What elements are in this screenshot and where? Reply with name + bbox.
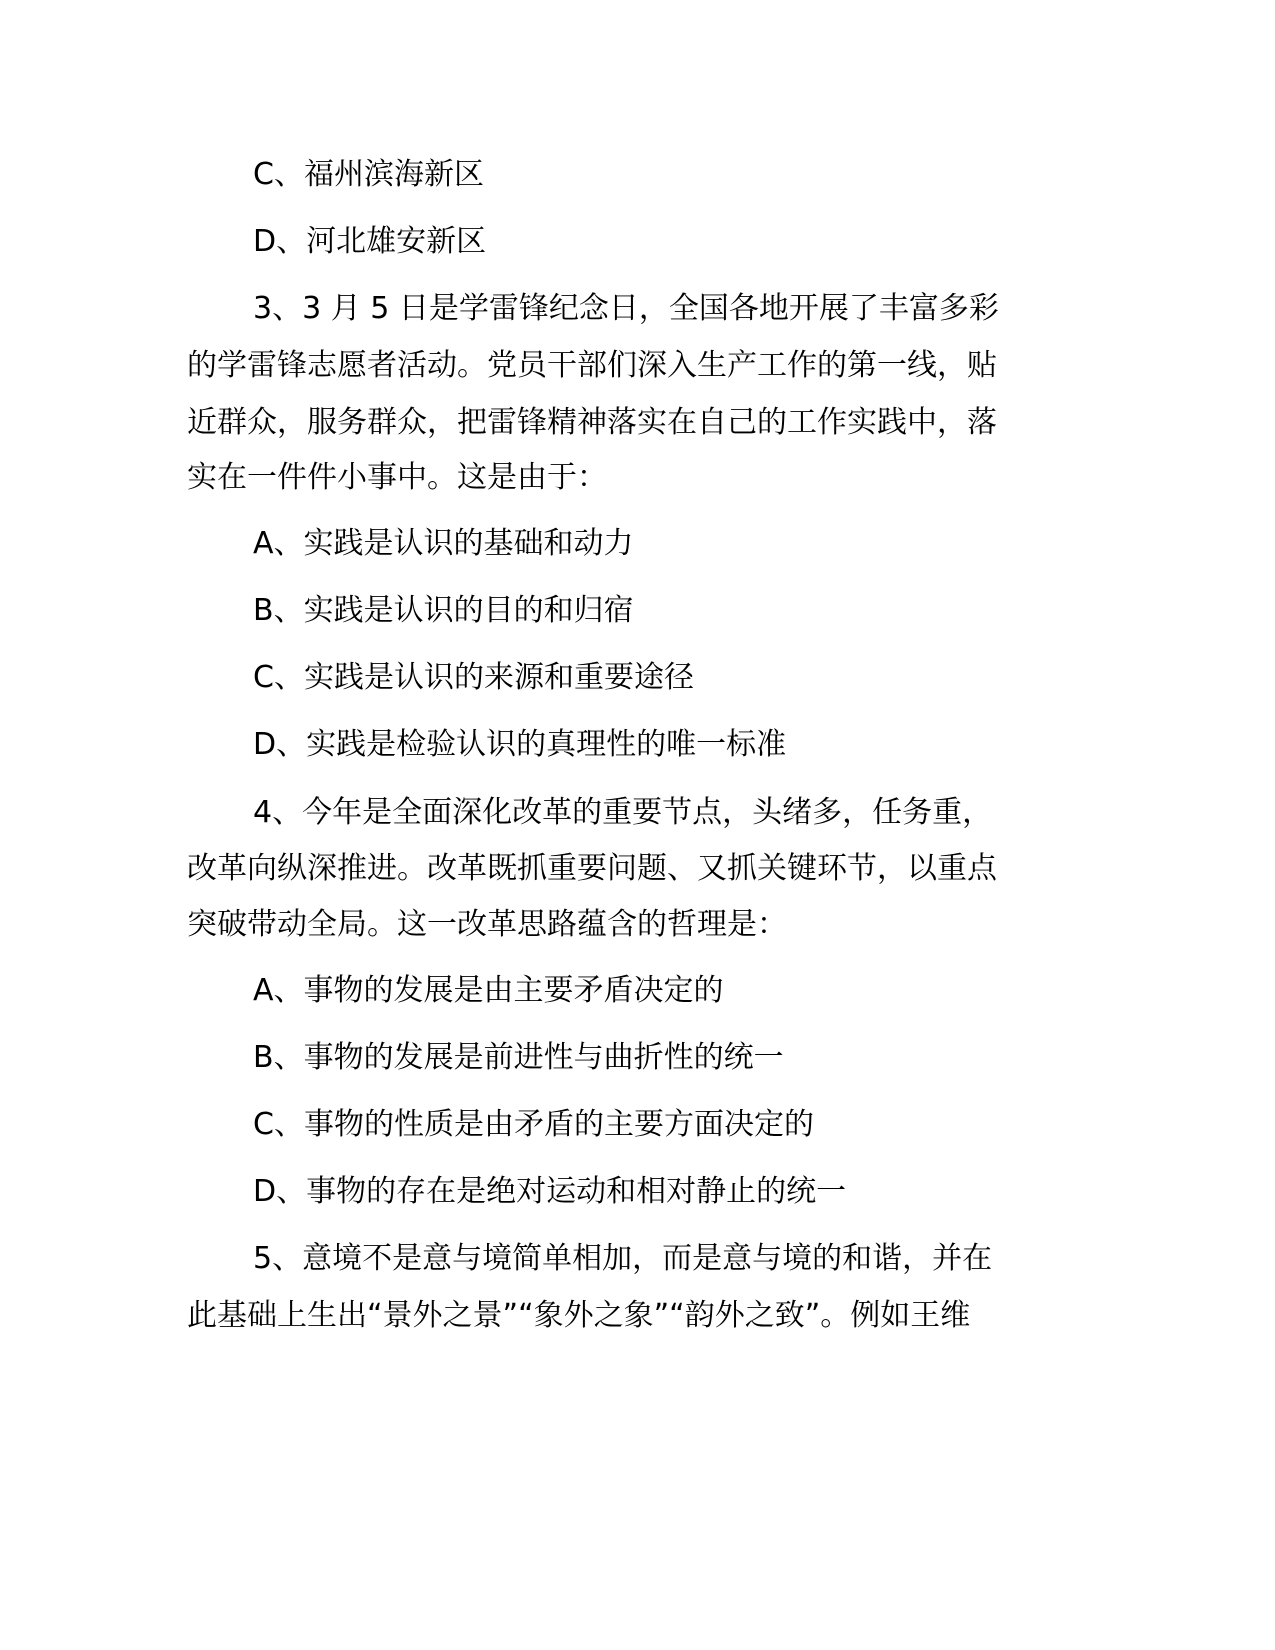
- q4-option-b: B、事物的发展是前进性与曲折性的统一: [253, 1040, 784, 1075]
- q2-option-c: C、福州滨海新区: [253, 157, 484, 192]
- q5-stem-line-1: 5、意境不是意与境简单相加，而是意与境的和谐，并在: [253, 1241, 993, 1276]
- q5-stem-line-2: 此基础上生出“景外之景”“象外之象”“韵外之致”。例如王维: [187, 1298, 971, 1333]
- q4-stem-line-1: 4、今年是全面深化改革的重要节点，头绪多，任务重，: [253, 795, 993, 830]
- q3-option-d: D、实践是检验认识的真理性的唯一标准: [253, 727, 787, 762]
- q3-option-c: C、实践是认识的来源和重要途径: [253, 660, 694, 695]
- q4-option-c: C、事物的性质是由矛盾的主要方面决定的: [253, 1107, 814, 1142]
- q3-stem-line-1: 3、3 月 5 日是学雷锋纪念日，全国各地开展了丰富多彩: [253, 291, 999, 326]
- q3-stem-line-3: 近群众，服务群众，把雷锋精神落实在自己的工作实践中，落: [187, 405, 997, 440]
- q4-stem-line-2: 改革向纵深推进。改革既抓重要问题、又抓关键环节，以重点: [187, 851, 997, 886]
- q4-option-d: D、事物的存在是绝对运动和相对静止的统一: [253, 1174, 847, 1209]
- q3-stem-line-4: 实在一件件小事中。这是由于：: [187, 460, 607, 495]
- q4-option-a: A、事物的发展是由主要矛盾决定的: [253, 973, 724, 1008]
- q3-stem-line-2: 的学雷锋志愿者活动。党员干部们深入生产工作的第一线，贴: [187, 348, 997, 383]
- q3-option-a: A、实践是认识的基础和动力: [253, 526, 634, 561]
- q3-option-b: B、实践是认识的目的和归宿: [253, 593, 634, 628]
- q2-option-d: D、河北雄安新区: [253, 224, 487, 259]
- q4-stem-line-3: 突破带动全局。这一改革思路蕴含的哲理是：: [187, 907, 787, 942]
